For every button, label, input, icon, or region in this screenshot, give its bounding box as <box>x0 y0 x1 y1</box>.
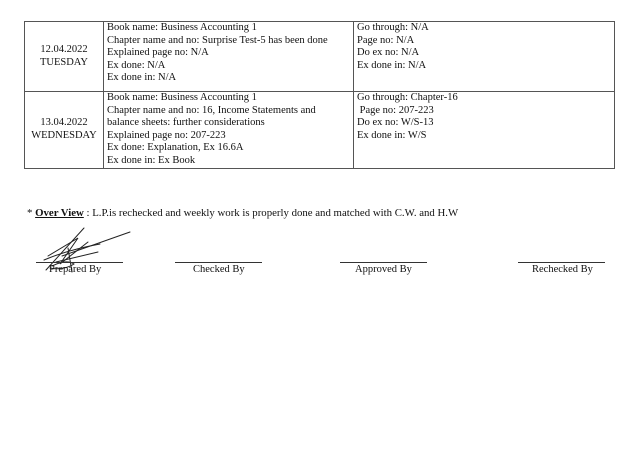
overview-label: Over View <box>35 207 84 219</box>
signature-line-approved <box>340 262 427 263</box>
book-line: Chapter name and no: Surprise Test-5 has been done <box>107 34 328 46</box>
book-details-cell <box>104 22 354 92</box>
table-row <box>25 22 615 92</box>
book-line: Ex done: Explanation, Ex 16.6A <box>107 142 244 154</box>
book-details-cell <box>104 92 354 169</box>
book-line: Chapter name and no: 16, Income Statements and balance sheets: further considerations <box>107 104 316 129</box>
work-line: Do ex no: N/A <box>357 47 420 59</box>
checked-by-label: Checked By <box>193 264 245 275</box>
book-line: Book name: Business Accounting 1 <box>107 22 257 33</box>
signature-line-prepared <box>36 262 123 263</box>
prepared-by-label: Prepared By <box>49 264 102 275</box>
work-line: Go through: Chapter-16 <box>357 92 458 103</box>
work-details-cell <box>354 92 615 169</box>
book-line: Ex done in: Ex Book <box>107 154 196 166</box>
row-day: WEDNESDAY <box>31 129 97 141</box>
work-line: Page no: N/A <box>357 34 415 46</box>
overview-text: : L.P.is rechecked and weekly work is properly done and matched with C.W. and H.W <box>83 207 459 219</box>
signature-line-rechecked <box>518 262 605 263</box>
book-line: Explained page no: N/A <box>107 47 209 59</box>
book-line: Ex done: N/A <box>107 59 166 71</box>
signature-line-checked <box>175 262 262 263</box>
overview-prefix: * <box>27 207 36 219</box>
date-cell <box>25 22 104 92</box>
book-line: Explained page no: 207-223 <box>107 129 226 141</box>
row-date: 12.04.2022 <box>40 43 88 55</box>
daily-log-table <box>24 21 615 169</box>
work-line: Go through: N/A <box>357 22 429 33</box>
rechecked-by-label: Rechecked By <box>532 264 593 275</box>
date-cell <box>25 92 104 169</box>
book-line: Book name: Business Accounting 1 <box>107 92 257 103</box>
work-line: Ex done in: N/A <box>357 59 427 71</box>
row-day: TUESDAY <box>39 56 89 68</box>
table-row <box>25 92 615 169</box>
approved-by-label: Approved By <box>355 264 412 275</box>
overview-note <box>27 207 458 219</box>
row-date: 13.04.2022 <box>40 117 88 129</box>
book-line: Ex done in: N/A <box>107 72 177 84</box>
work-details-cell <box>354 22 615 92</box>
work-line: Page no: 207-223 <box>357 104 434 116</box>
work-line: Do ex no: W/S-13 <box>357 117 434 129</box>
work-line: Ex done in: W/S <box>357 129 427 141</box>
